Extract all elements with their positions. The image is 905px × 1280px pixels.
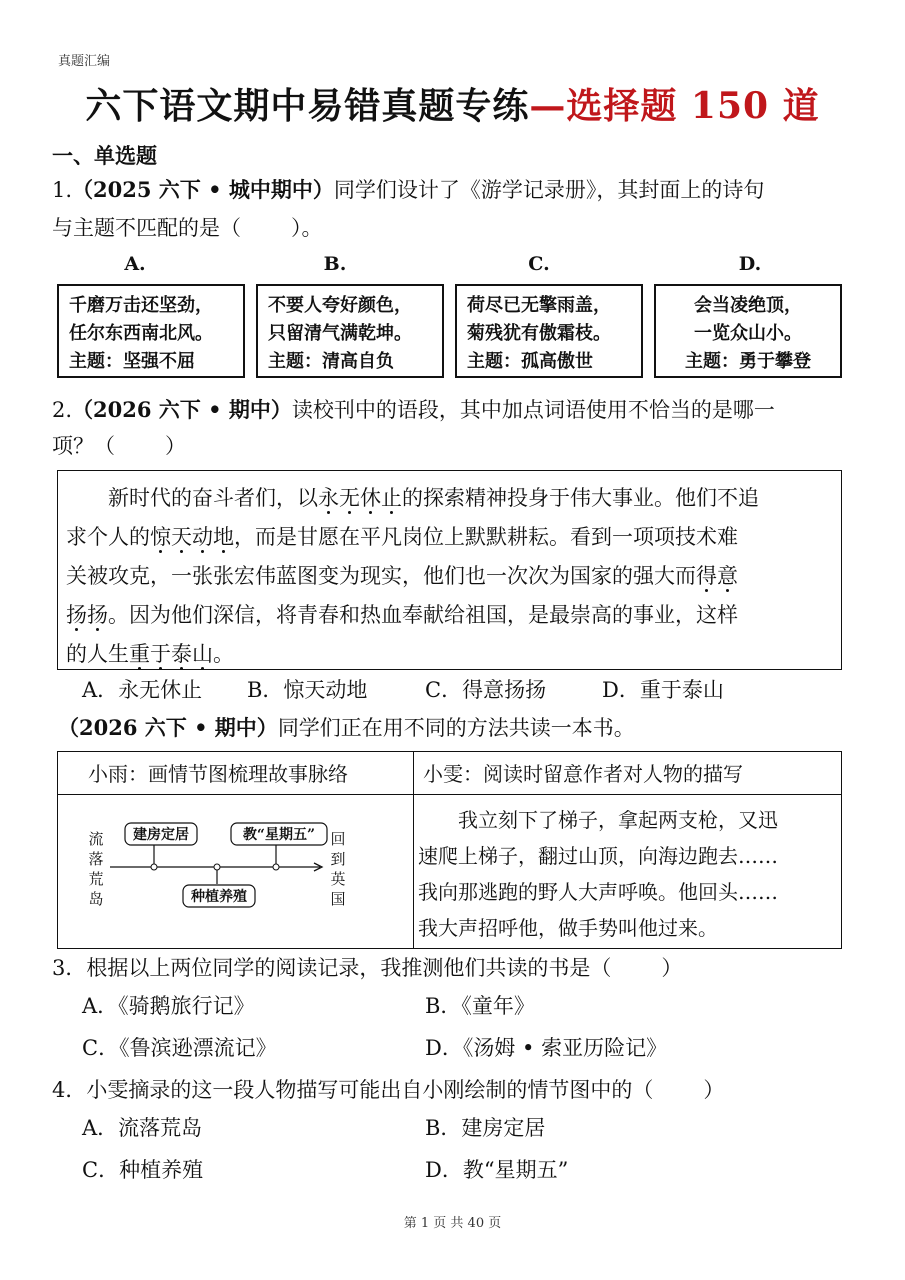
reading-record-table	[57, 751, 842, 949]
passage-text: 的人生	[66, 642, 129, 666]
q4-option-c[interactable]: C．种植养殖	[82, 1158, 204, 1182]
title-highlight: —选择题 150 道	[529, 85, 820, 127]
q2-option-c[interactable]: C．得意扬扬	[425, 678, 547, 702]
q3-stem	[52, 954, 682, 982]
plot-diagram	[58, 796, 412, 946]
q1-option-d-box[interactable]	[654, 284, 842, 378]
section-heading: 一、单选题	[52, 143, 157, 168]
timeline-node	[151, 864, 157, 870]
q1-option-b-box[interactable]	[256, 284, 444, 378]
dotted-word	[696, 564, 738, 588]
dotted-char: 止	[381, 486, 402, 510]
poem-theme: 主题：孤高傲世	[467, 351, 593, 372]
diagram-box1-label: 建房定居	[133, 827, 189, 843]
passage-text: 的探索精神投身于伟大事业。他们不追	[402, 486, 759, 510]
q1-line2	[52, 214, 323, 242]
header-tag: 真题汇编	[58, 54, 111, 69]
poem-line: 会当凌绝顶，	[694, 295, 802, 316]
q3-text-end: ）	[661, 956, 683, 980]
diagram-start-char: 岛	[88, 890, 104, 908]
q1-number: 1.	[52, 178, 73, 202]
q4-text: 4．小雯摘录的这一段人物描写可能出自小刚绘制的情节图中的（	[52, 1078, 654, 1102]
diagram-box2-label: 教“星期五”	[242, 827, 316, 843]
q1-text: 同学们设计了《游学记录册》，其封面上的诗句	[333, 178, 765, 202]
group-source: （2026 六下 • 期中）	[58, 715, 278, 740]
q2-option-d[interactable]: D．重于泰山	[602, 678, 724, 702]
group-intro	[58, 714, 635, 742]
diagram-box3-label: 种植养殖	[191, 889, 247, 905]
poem-theme: 主题：坚强不屈	[69, 351, 195, 372]
poem-line: 只留清气满乾坤。	[268, 323, 412, 344]
q1-option-a-box[interactable]	[57, 284, 245, 378]
q3-option-a[interactable]: A．《骑鹅旅行记》	[82, 994, 255, 1018]
q1-option-a-letter: A.	[124, 253, 146, 275]
poem-line: 一览众山小。	[694, 323, 802, 344]
dotted-word	[150, 525, 234, 549]
excerpt-text	[418, 802, 778, 946]
diagram-end-char: 英	[330, 870, 346, 888]
dotted-word	[318, 486, 402, 510]
q1-source: （2025 六下 • 城中期中）	[72, 177, 334, 202]
diagram-start-char: 落	[88, 850, 104, 868]
dotted-char: 于	[150, 642, 171, 666]
dotted-word	[66, 603, 108, 627]
poem-theme: 主题：清高自负	[268, 351, 394, 372]
diagram-end-char: 国	[330, 890, 346, 908]
diagram-end-char: 到	[330, 850, 346, 868]
excerpt-line: 我立刻下了梯子，拿起两支枪，又迅	[458, 808, 778, 832]
poem-theme: 主题：勇于攀登	[685, 351, 811, 372]
q3-option-d[interactable]: D．《汤姆 • 索亚历险记》	[425, 1036, 668, 1060]
diagram-start-char: 流	[88, 830, 104, 848]
dotted-char: 意	[717, 564, 738, 588]
left-header: 小雨：画情节图梳理故事脉络	[88, 762, 348, 786]
poem-line: 菊残犹有傲霜枝。	[467, 323, 611, 344]
dotted-char: 扬	[66, 603, 87, 627]
dotted-char: 扬	[87, 603, 108, 627]
passage-text: 。因为他们深信，将青春和热血奉献给祖国，是最崇高的事业，这样	[108, 603, 738, 627]
q4-text-end: ）	[703, 1078, 725, 1102]
q2-text-end: ）	[165, 434, 186, 458]
passage-text: ，而是甘愿在平凡岗位上默默耕耘。看到一项项技术难	[234, 525, 738, 549]
dotted-char: 永	[318, 486, 339, 510]
q1-text-end: ）。	[291, 216, 323, 240]
q1-text-cont: 与主题不匹配的是（	[52, 216, 241, 240]
q2-passage-box	[57, 470, 842, 670]
q2-number: 2.	[52, 398, 73, 422]
dotted-char: 泰	[171, 642, 192, 666]
diagram-start-char: 荒	[88, 870, 104, 888]
excerpt-line: 我大声招呼他，做手势叫他过来。	[418, 916, 718, 940]
dotted-char: 无	[339, 486, 360, 510]
poem-line: 不要人夸好颜色，	[268, 295, 412, 316]
table-divider	[58, 794, 841, 795]
passage-text: 求个人的	[66, 525, 150, 549]
page-title	[0, 78, 905, 129]
q3-option-c[interactable]: C．《鲁滨逊漂流记》	[82, 1036, 277, 1060]
passage-text: 关被攻克，一张张宏伟蓝图变为现实，他们也一次次为国家的强大而	[66, 564, 696, 588]
excerpt-line: 我向那逃跑的野人大声呼唤。他回头……	[418, 880, 778, 904]
group-text: 同学们正在用不同的方法共读一本书。	[277, 716, 635, 740]
poem-line: 千磨万击还坚劲，	[69, 295, 213, 316]
dotted-char: 惊	[150, 525, 171, 549]
dotted-char: 动	[192, 525, 213, 549]
dotted-char: 地	[213, 525, 234, 549]
dotted-char: 休	[360, 486, 381, 510]
q1-option-c-box[interactable]	[455, 284, 643, 378]
dotted-word	[129, 642, 213, 666]
right-header: 小雯：阅读时留意作者对人物的描写	[423, 762, 743, 786]
table-divider	[413, 752, 414, 948]
dotted-char: 得	[696, 564, 717, 588]
q1-option-c-letter: C.	[528, 253, 550, 275]
q3-option-b[interactable]: B．《童年》	[425, 994, 535, 1018]
q1-option-b-letter: B.	[323, 253, 347, 275]
diagram-end-char: 回	[330, 830, 346, 848]
passage-text: 。	[213, 642, 234, 666]
timeline-node	[214, 864, 220, 870]
poem-line: 荷尽已无擎雨盖，	[467, 295, 611, 316]
q3-text: 3．根据以上两位同学的阅读记录，我推测他们共读的书是（	[52, 956, 612, 980]
title-main: 六下语文期中易错真题专练	[85, 85, 530, 127]
excerpt-line: 速爬上梯子，翻过山顶，向海边跑去……	[418, 844, 778, 868]
q2-line2	[52, 432, 186, 460]
q2-text: 读校刊中的语段，其中加点词语使用不恰当的是哪一	[291, 398, 775, 422]
q2-source: （2026 六下 • 期中）	[72, 397, 292, 422]
q1-option-d-letter: D.	[738, 253, 762, 275]
q4-option-d[interactable]: D．教“星期五”	[425, 1158, 569, 1182]
dotted-char: 重	[129, 642, 150, 666]
q4-option-b[interactable]: B．建房定居	[425, 1116, 546, 1140]
q2-option-b[interactable]: B．惊天动地	[247, 678, 368, 702]
poem-line: 任尔东西南北风。	[69, 323, 213, 344]
dotted-char: 天	[171, 525, 192, 549]
dotted-char: 山	[192, 642, 213, 666]
timeline-node	[273, 864, 279, 870]
q4-stem	[52, 1076, 724, 1104]
page-footer: 第 1 页 共 40 页	[403, 1216, 502, 1231]
q2-text-cont: 项？（	[52, 434, 115, 458]
q4-option-a[interactable]: A．流落荒岛	[82, 1116, 203, 1140]
passage-text: 新时代的奋斗者们，以	[108, 486, 318, 510]
q2-option-a[interactable]: A．永无休止	[82, 678, 203, 702]
q1-line1	[52, 176, 764, 204]
q2-line1	[52, 396, 775, 424]
